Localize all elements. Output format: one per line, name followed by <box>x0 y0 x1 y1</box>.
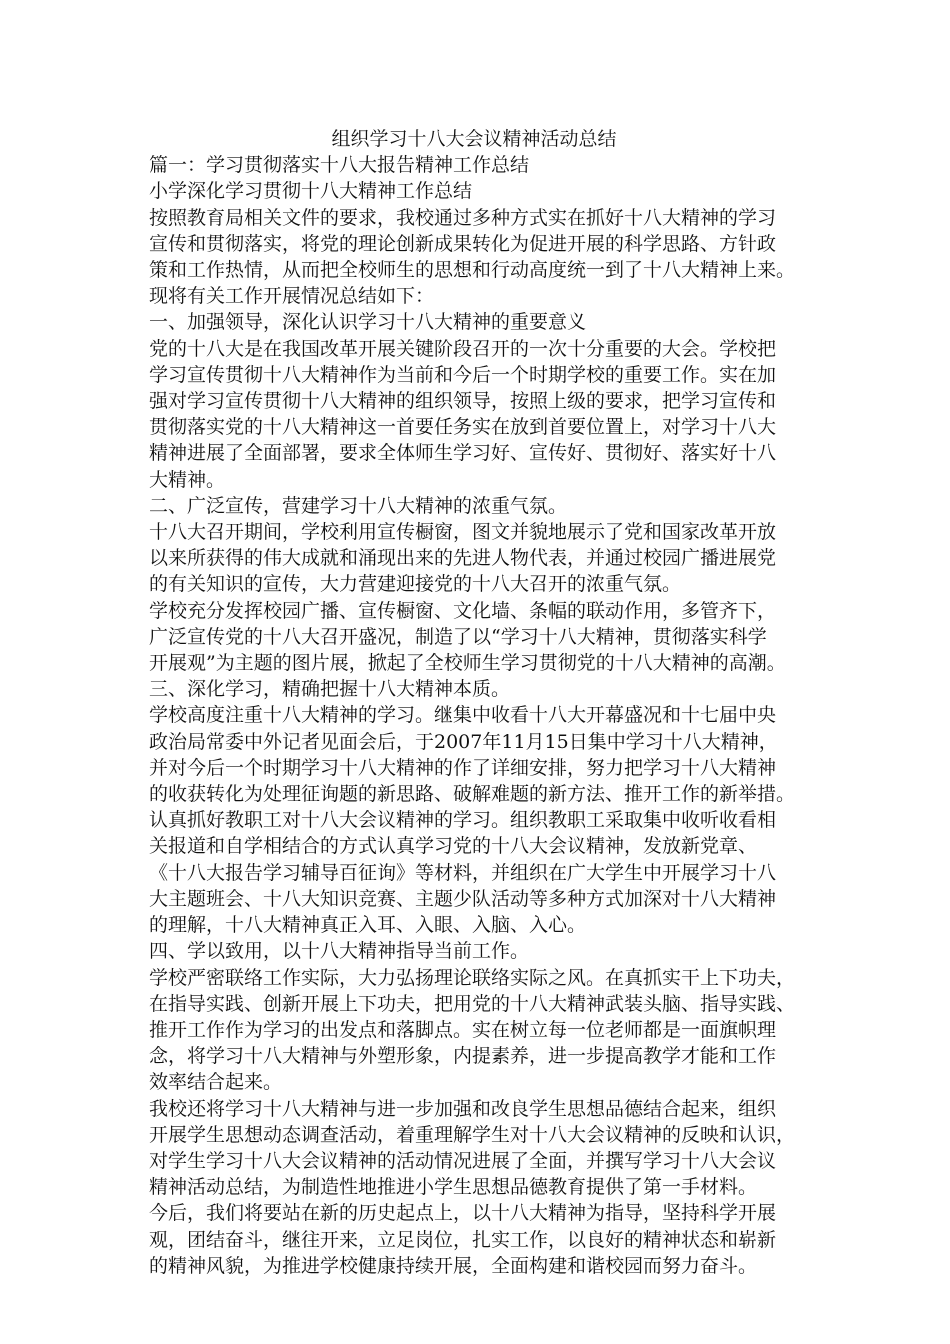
text-line: 一、加强领导，深化认识学习十八大精神的重要意义 <box>149 311 587 334</box>
text-line: 学习宣传贯彻十八大精神作为当前和今后一个时期学校的重要工作。实在加 <box>149 363 777 386</box>
text-line: 观，团结奋斗，继往开来，立足岗位，扎实工作，以良好的精神状态和崭新 <box>149 1228 777 1251</box>
text-line: 小学深化学习贯彻十八大精神工作总结 <box>149 180 473 203</box>
text-line: 现将有关工作开展情况总结如下： <box>149 285 435 308</box>
text-line: 广泛宣传党的十八大召开盛况，制造了以“学习十八大精神，贯彻落实科学 <box>149 625 767 648</box>
text-line: 《十八大报告学习辅导百征询》等材料，并组织在广大学生中开展学习十八 <box>149 861 777 884</box>
text-line: 开展学生思想动态调查活动，着重理解学生对十八大会议精神的反映和认识， <box>149 1123 796 1146</box>
text-line: 的有关知识的宣传，大力营建迎接党的十八大召开的浓重气氛。 <box>149 573 682 596</box>
text-line: 学校严密联络工作实际，大力弘扬理论联络实际之风。在真抓实干上下功夫， <box>149 966 796 989</box>
text-line: 大主题班会、十八大知识竞赛、主题少队活动等多种方式加深对十八大精神 <box>149 887 777 910</box>
text-line: 并对今后一个时期学习十八大精神的作了详细安排，努力把学习十八大精神 <box>149 756 777 779</box>
text-line: 精神活动总结，为制造性地推进小学生思想品德教育提供了第一手材料。 <box>149 1176 758 1199</box>
text-line: 认真抓好教职工对十八大会议精神的学习。组织教职工采取集中收听收看相 <box>149 809 777 832</box>
text-line: 今后，我们将要站在新的历史起点上，以十八大精神为指导，坚持科学开展 <box>149 1202 777 1225</box>
text-line: 精神进展了全面部署，要求全体师生学习好、宣传好、贯彻好、落实好十八 <box>149 442 777 465</box>
text-line: 政治局常委中外记者见面会后，于2007年11月15日集中学习十八大精神， <box>149 730 778 753</box>
text-line: 对学生学习十八大会议精神的活动情况进展了全面，并撰写学习十八大会议 <box>149 1149 777 1172</box>
text-line: 三、深化学习，精确把握十八大精神本质。 <box>149 678 511 701</box>
text-line: 推开工作作为学习的出发点和落脚点。实在树立每一位老师都是一面旗帜理 <box>149 1018 777 1041</box>
text-line: 的收获转化为处理征询题的新思路、破解难题的新方法、推开工作的新举措。 <box>149 783 796 806</box>
text-line: 念，将学习十八大精神与外塑形象，内提素养，进一步提高教学才能和工作 <box>149 1045 777 1068</box>
text-line: 以来所获得的伟大成就和涌现出来的先进人物代表，并通过校园广播进展党 <box>149 547 777 570</box>
text-line: 党的十八大是在我国改革开展关键阶段召开的一次十分重要的大会。学校把 <box>149 337 777 360</box>
text-line: 十八大召开期间，学校利用宣传橱窗，图文并貌地展示了党和国家改革开放 <box>149 521 777 544</box>
text-line: 学校高度注重十八大精神的学习。继集中收看十八大开幕盛况和十七届中央 <box>149 704 777 727</box>
text-line: 宣传和贯彻落实，将党的理论创新成果转化为促进开展的科学思路、方针政 <box>149 232 777 255</box>
text-line: 学校充分发挥校园广播、宣传橱窗、文化墙、条幅的联动作用，多管齐下， <box>149 599 777 622</box>
text-line: 四、学以致用，以十八大精神指导当前工作。 <box>149 940 530 963</box>
text-line: 策和工作热情，从而把全校师生的思想和行动高度统一到了十八大精神上来。 <box>149 259 796 282</box>
text-line: 在指导实践、创新开展上下功夫，把用党的十八大精神武装头脑、指导实践、 <box>149 992 796 1015</box>
text-line: 效率结合起来。 <box>149 1071 283 1094</box>
text-line: 篇一：学习贯彻落实十八大报告精神工作总结 <box>149 154 530 177</box>
text-line: 强对学习宣传贯彻十八大精神的组织领导，按照上级的要求，把学习宣传和 <box>149 390 777 413</box>
text-line: 关报道和自学相结合的方式认真学习党的十八大会议精神，发放新党章、 <box>149 835 758 858</box>
document-body <box>149 126 799 1279</box>
document-title: 组织学习十八大会议精神活动总结 <box>331 128 617 150</box>
text-line: 的理解，十八大精神真正入耳、入眼、入脑、入心。 <box>149 914 587 937</box>
text-line: 二、广泛宣传，营建学习十八大精神的浓重气氛。 <box>149 494 568 517</box>
text-line: 的精神风貌，为推进学校健康持续开展，全面构建和谐校园而努力奋斗。 <box>149 1254 758 1277</box>
text-line: 我校还将学习十八大精神与进一步加强和改良学生思想品德结合起来，组织 <box>149 1097 777 1120</box>
text-line: 开展观”为主题的图片展，掀起了全校师生学习贯彻党的十八大精神的高潮。 <box>149 652 786 675</box>
text-line: 大精神。 <box>149 468 226 491</box>
text-line: 按照教育局相关文件的要求，我校通过多种方式实在抓好十八大精神的学习 <box>149 206 777 229</box>
text-line: 贯彻落实党的十八大精神这一首要任务实在放到首要位置上，对学习十八大 <box>149 416 777 439</box>
document-text <box>149 152 799 1279</box>
